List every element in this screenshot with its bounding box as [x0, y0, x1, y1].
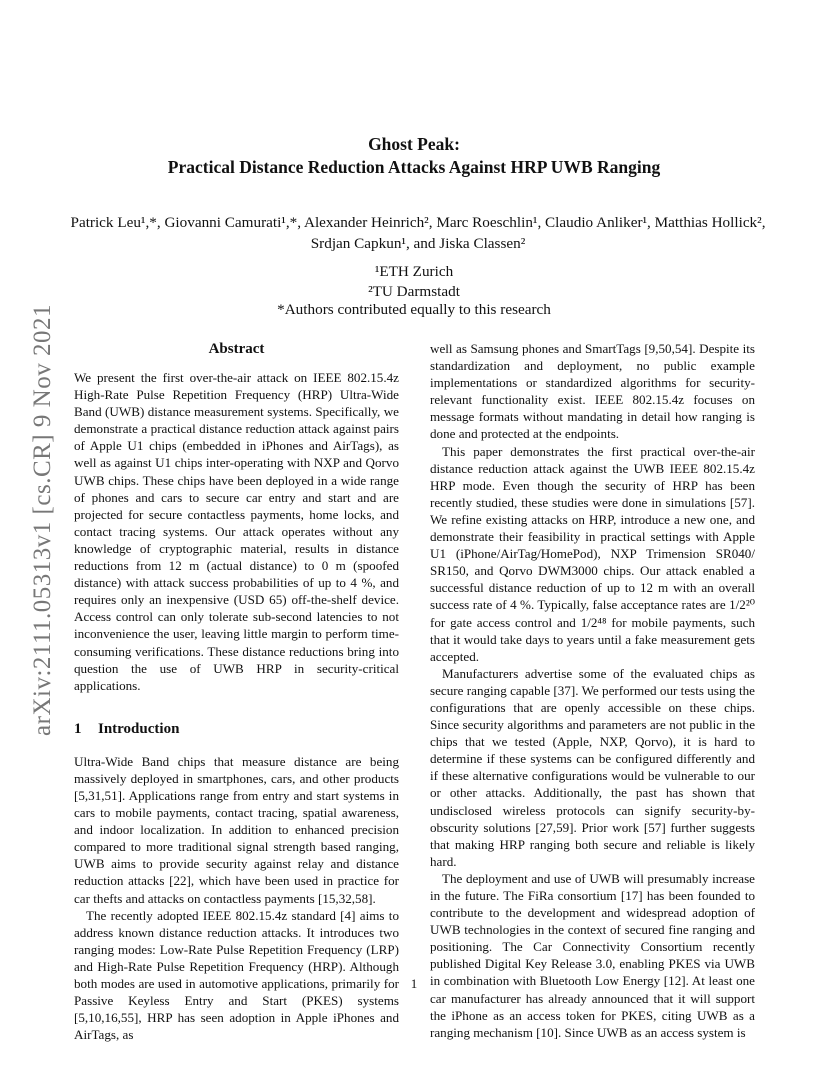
section-heading-introduction: [74, 720, 399, 739]
right-paragraph-2: This paper demonstrates the first practical over-the-air distance reduction attack against the UWB IEEE 802.15.4z HRP mode. Even though the security of HRP has been recently studied, these studies were done in simulations [57]. We refine existing attacks on HRP, introduce a new one, and demonstrate their feasibility in practical settings with Apple U1 (iPhone/AirTag/HomePod), NXP Trimension SR040/ SR150, and Qorvo DWM3000 chips. Our attack enabled a successful distance reduction of up to 12 m with an overall success rate of 4 %. Typically, false acceptance rates are 1/2²⁰ for gate access control and 1/2⁴⁸ for mobile payments, such that it would take days to years until a fake measurement gets accepted.: [430, 443, 755, 664]
arxiv-identifier: [22, 290, 64, 750]
abstract-heading: Abstract: [208, 341, 265, 357]
section-number: 1: [74, 720, 82, 737]
right-paragraph-1: well as Samsung phones and SmartTags [9,50,54]. Despite its standardization and deployment, no public example implementations or standardized algorithms for security-relevant functionality exist. IEEE 802.15.4z focuses on message formats without mandating in detail how ranging is done and protected at the endpoints.: [430, 341, 755, 442]
arxiv-id-text: arXiv:2111.05313v1 [cs.CR] 9 Nov 2021: [29, 304, 56, 736]
right-paragraph-4: The deployment and use of UWB will presumably increase in the future. The FiRa consortium [17] has been founded to contribute to the development and widespread adoption of UWB technologies in the context of secured fine ranging and positioning. The Car Connectivity Consortium recently published Digital Key Release 3.0, enabling PKES via UWB in combination with Bluetooth Low Energy [12]. At least one car manufacturer has already announced that it will support the iPhone as an access token for PKES, citing UWB as a ranging mechanism [10]. Since UWB as an access system is: [430, 870, 755, 1040]
section-title: Introduction: [98, 720, 180, 737]
paper-title-line2: Practical Distance Reduction Attacks Against HRP UWB Ranging: [167, 157, 661, 177]
intro-paragraph-1: Ultra-Wide Band chips that measure distance are being massively deployed in smartphones, cars, and other products [5,31,51]. Applications range from entry and start systems in cars to mobile payments, contact tracing, spatial awareness, and indoor localization. In addition to enhanced precision compared to more traditional signal strength based ranging, UWB aims to provide security against relay and distance reduction attacks [22], which have been used in practice for car thefts and attacks on contactless payments [15,32,58].: [74, 753, 399, 906]
author-list: Patrick Leu¹,*, Giovanni Camurati¹,*, Alexander Heinrich², Marc Roeschlin¹, Claudio Anliker¹, Matthias Hollick², Srdjan Capkun¹, and Jiska Classen²: [70, 214, 766, 252]
paper-title-line1: Ghost Peak:: [368, 134, 460, 154]
right-column: [430, 340, 755, 1041]
abstract-body: We present the first over-the-air attack on IEEE 802.15.4z High-Rate Pulse Repetition Frequency (HRP) Ultra-Wide Band (UWB) distance measurement systems. Specifically, we demonstrate a practical distance reduction attack against pairs of Apple U1 chips (embedded in iPhones and AirTags), as well as against U1 chips inter-operating with NXP and Qorvo UWB chips. These chips have been deployed in a wide range of phones and cars to secure car entry and start and are projected for secure contactless payments, home locks, and contact tracing systems. Our attack operates without any knowledge of cryptographic material, results in distance reductions from 12 m (actual distance) to 0 m (spoofed distance) with attack success probabilities of up to 4 %, and requires only an inexpensive (USD 65) off-the-shelf device. Access control can only tolerate sub-second latencies to not inconvenience the user, leaving little margin to perform time-consuming verifications. These distance reductions bring into question the use of UWB HRP in security-critical applications.: [74, 370, 399, 693]
right-paragraph-3: Manufacturers advertise some of the evaluated chips as secure ranging capable [37]. We performed our tests using the configurations that are openly accessible on these chips. Since security algorithms and parameters are not public in the chips that we tested (Apple, NXP, Qorvo), it is hard to determine if these systems can be configured differently and if these alternative configurations would be vulnerable to our or other attacks. Additionally, the past has shown that undisclosed wireless protocols can signify security-by-obscurity solutions [27,59]. Prior work [57] further suggests that making HRP ranging both secure and reliable is likely hard.: [430, 665, 755, 869]
page-number: 1: [410, 976, 418, 991]
left-column: [74, 340, 399, 1043]
affiliation-tud: ²TU Darmstadt: [368, 283, 460, 300]
equal-contribution-note: *Authors contributed equally to this research: [277, 301, 551, 318]
intro-paragraph-2: The recently adopted IEEE 802.15.4z standard [4] aims to address known distance reduction attacks. It introduces two ranging modes: Low-Rate Pulse Repetition Frequency (LRP) and High-Rate Pulse Repetition Frequency (HRP). Although both modes are used in automotive applications, primarily for Passive Keyless Entry and Start (PKES) systems [5,10,16,55], HRP has seen adoption in Apple iPhones and AirTags, as: [74, 907, 399, 1043]
affiliation-eth: ¹ETH Zurich: [374, 263, 454, 280]
